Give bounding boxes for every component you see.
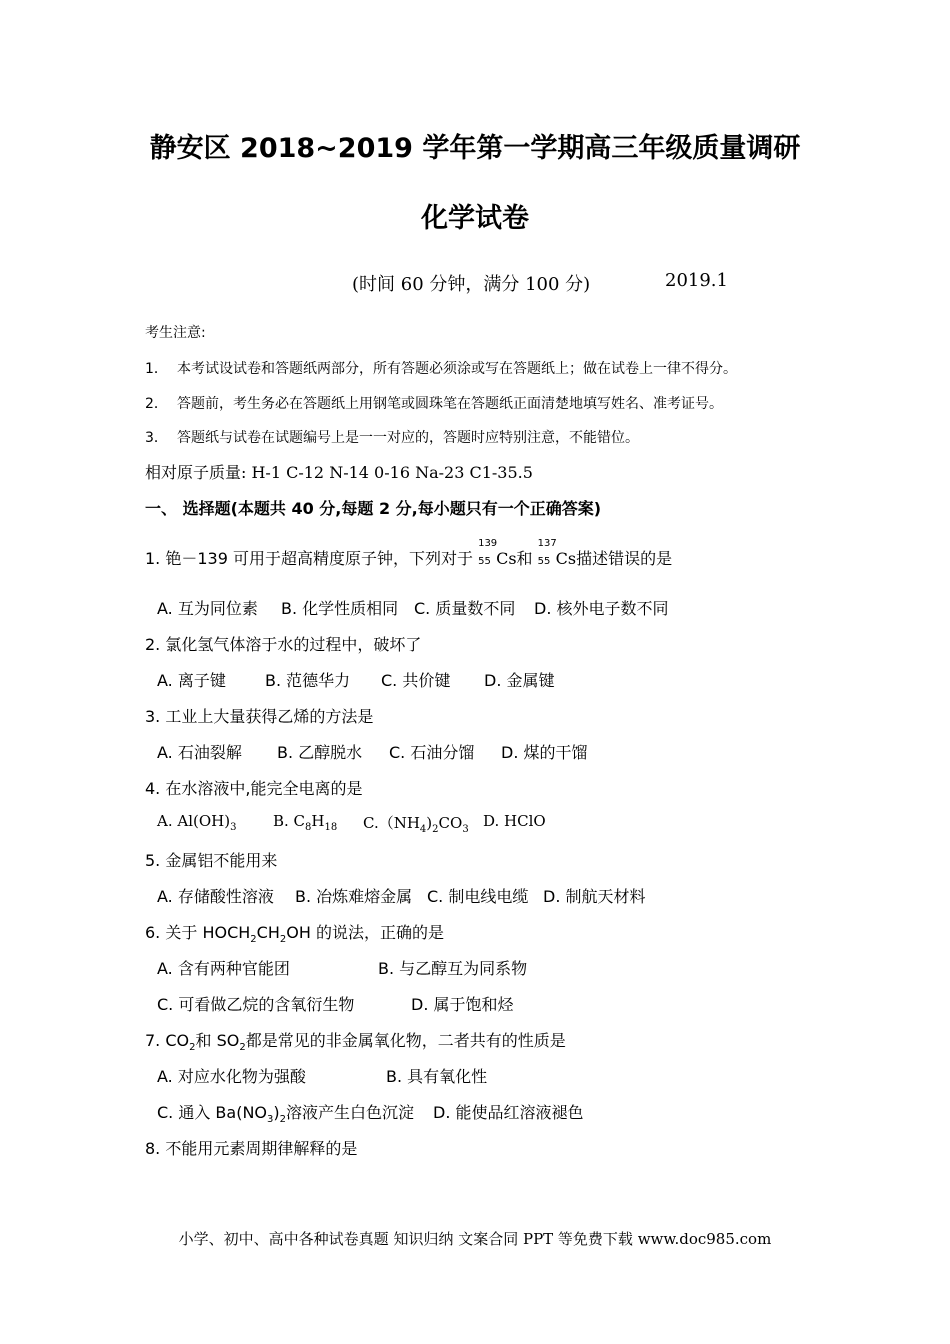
notice-heading: 考生注意: [145,325,206,341]
notice-item [145,427,639,447]
q7-c-mid: ) [273,1103,280,1122]
section-heading: 一、 选择题(本题共 40 分,每题 2 分,每小题只有一个正确答案) [145,499,602,518]
q6-pre: 6. 关于 HOCH [145,923,251,942]
iso-mass: 139 [478,538,498,549]
q6-post: OH 的说法，正确的是 [286,923,444,942]
q4-c-mid: ) [426,814,433,832]
q1-option-d: D. 核外电子数不同 [534,599,669,618]
q5-option-c: C. 制电线电缆 [427,887,529,906]
iso-number: 55 [478,556,491,567]
q1-text-post: 描述错误的是 [576,549,673,568]
q1-option-a: A. 互为同位素 [157,599,258,618]
q1-text-mid: 和 [516,549,533,568]
q3-option-a: A. 石油裂解 [157,743,242,762]
page-footer: 小学、初中、高中各种试卷真题 知识归纳 文案合同 PPT 等免费下载 www.doc985.com [178,1230,772,1248]
q1-option-c: C. 质量数不同 [414,599,516,618]
isotope-cs-139 [478,538,498,567]
q5-option-b: B. 冶炼难熔金属 [295,887,413,906]
q1-option-b: B. 化学性质相同 [281,599,399,618]
q7-post: 都是常见的非金属氧化物，二者共有的性质是 [245,1031,566,1050]
time-info-line [352,270,728,296]
q4-option-b [273,812,337,833]
q3-option-c: C. 石油分馏 [389,743,475,762]
notice-text: 答题纸与试卷在试题编号上是一一对应的，答题时应特别注意，不能错位。 [177,430,639,446]
notice-item [145,358,737,378]
q2-option-b: B. 范德华力 [265,671,351,690]
q1-text-pre: 1. 铯－139 可用于超高精度原子钟，下列对于 [145,549,473,568]
time-info: (时间 60 分钟，满分 100 分) [352,274,591,295]
q5-option-d: D. 制航天材料 [543,887,646,906]
q6-sub: 2 [250,934,257,946]
q4-b-sub: 8 [305,822,312,833]
notice-text: 本考试设试卷和答题纸两部分，所有答题必须涂或写在答题纸上；做在试卷上一律不得分。 [177,361,737,377]
exam-date: 2019.1 [665,270,728,291]
q4-option-c [363,812,469,835]
q4-c-text: C.（NH [363,814,420,832]
iso-symbol: Cs [496,549,517,568]
notice-num: 2． [145,396,168,412]
q4-b-mid: H [311,812,325,830]
q4-c-sub: 2 [432,824,439,835]
question-7 [145,1028,566,1053]
q4-c-end: CO [438,814,463,832]
q7-c-sub: 3 [267,1114,274,1126]
q7-mid: 和 SO [195,1031,240,1050]
iso-number: 55 [537,556,551,567]
q7-c-post: 溶液产生白色沉淀 [286,1103,415,1122]
exam-subtitle: 化学试卷 [421,203,529,234]
q4-option-a [157,812,236,833]
q6-option-a: A. 含有两种官能团 [157,959,290,978]
notice-text: 答题前，考生务必在答题纸上用钢笔或圆珠笔在答题纸正面清楚地填写姓名、准考证号。 [177,396,723,412]
q4-option-d: D. HClO [483,812,546,830]
question-8: 8. 不能用元素周期律解释的是 [145,1139,358,1158]
q3-option-b: B. 乙醇脱水 [277,743,363,762]
question-3: 3. 工业上大量获得乙烯的方法是 [145,707,374,726]
q7-option-b: B. 具有氧化性 [386,1067,488,1086]
q6-mid: CH [256,923,280,942]
q4-c-sub: 4 [419,824,427,835]
q4-b-sub: 18 [324,822,338,833]
q4-a-text: A. Al(OH) [157,812,231,830]
question-1 [145,538,673,569]
q7-pre: 7. CO [145,1031,190,1050]
q7-option-d: D. 能使品红溶液褪色 [433,1103,584,1122]
q4-b-text: B. C [273,812,306,830]
isotope-cs-137 [537,538,557,567]
q2-option-a: A. 离子键 [157,671,226,690]
q2-option-c: C. 共价键 [381,671,451,690]
q6-option-c: C. 可看做乙烷的含氧衍生物 [157,995,355,1014]
q7-option-c [157,1100,414,1125]
q7-sub: 2 [239,1042,246,1054]
atomic-mass-line: 相对原子质量: H-1 C-12 N-14 0-16 Na-23 C1-35.5 [145,463,533,482]
q4-a-sub: 3 [230,822,237,833]
q4-c-sub: 3 [462,824,469,835]
iso-mass: 137 [537,538,557,549]
q6-option-b: B. 与乙醇互为同系物 [378,959,528,978]
q7-option-a: A. 对应水化物为强酸 [157,1067,306,1086]
iso-symbol: Cs [555,549,577,568]
notice-num: 3． [145,430,168,446]
q7-c-pre: C. 通入 Ba(NO [157,1103,268,1122]
q7-sub: 2 [189,1042,196,1054]
notice-item [145,393,723,413]
q6-option-d: D. 属于饱和烃 [411,995,514,1014]
q3-option-d: D. 煤的干馏 [501,743,588,762]
q6-sub: 2 [279,934,287,946]
notice-num: 1． [145,361,168,377]
question-4: 4. 在水溶液中,能完全电离的是 [145,779,363,798]
q7-c-sub: 2 [279,1114,287,1126]
exam-title: 静安区 2018~2019 学年第一学期高三年级质量调研 [149,133,801,164]
question-6 [145,920,444,945]
question-5: 5. 金属铝不能用来 [145,851,278,870]
question-2: 2. 氯化氢气体溶于水的过程中，破坏了 [145,635,422,654]
q5-option-a: A. 存储酸性溶液 [157,887,274,906]
q2-option-d: D. 金属键 [484,671,555,690]
